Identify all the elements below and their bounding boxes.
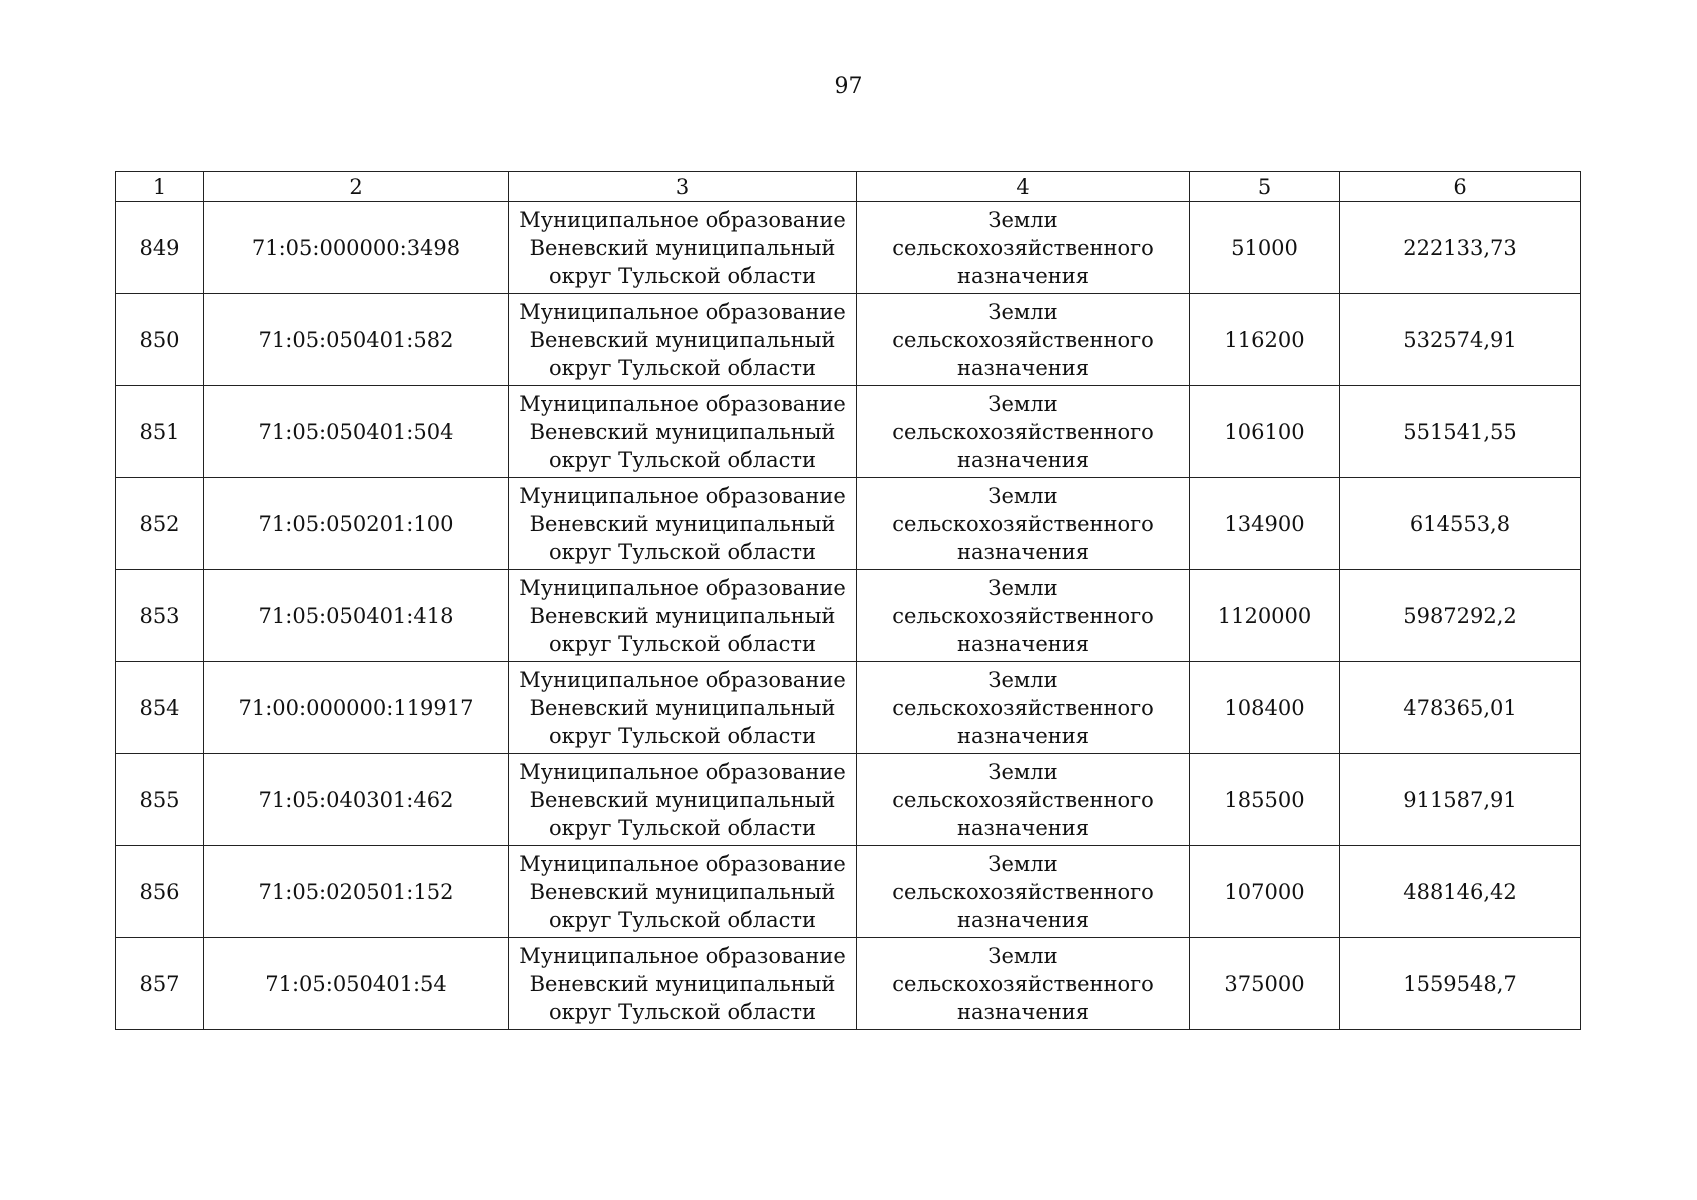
row-number: 853 [139, 603, 180, 628]
cadastral-number: 71:05:050401:418 [258, 603, 454, 628]
land-category-cell [857, 202, 1190, 294]
row-number-cell [116, 938, 204, 1030]
cadastral-number: 71:05:000000:3498 [251, 235, 461, 260]
header-row [116, 172, 1581, 202]
value-cell [1340, 662, 1581, 754]
row-number-cell [116, 754, 204, 846]
cadastral-number-cell [204, 662, 509, 754]
area-cell [1190, 938, 1340, 1030]
row-number-cell [116, 662, 204, 754]
value: 911587,91 [1403, 787, 1517, 812]
table-row [116, 938, 1581, 1030]
cadastral-number: 71:05:050401:54 [265, 971, 447, 996]
land-category-cell [857, 570, 1190, 662]
column-header: 3 [509, 172, 857, 202]
land-category-cell [857, 386, 1190, 478]
land-category: Земли сельскохозяйственного назначения [892, 851, 1154, 932]
land-category: Земли сельскохозяйственного назначения [892, 483, 1154, 564]
table-row [116, 294, 1581, 386]
land-category: Земли сельскохозяйственного назначения [892, 575, 1154, 656]
value: 488146,42 [1403, 879, 1517, 904]
owner-cell [509, 846, 857, 938]
land-category-cell [857, 294, 1190, 386]
column-header: 6 [1340, 172, 1581, 202]
value-cell [1340, 570, 1581, 662]
land-plots-table [115, 171, 1581, 1030]
row-number: 857 [139, 971, 180, 996]
cadastral-number: 71:05:050201:100 [258, 511, 454, 536]
area-cell [1190, 202, 1340, 294]
area-cell [1190, 662, 1340, 754]
value-cell [1340, 386, 1581, 478]
owner-cell [509, 202, 857, 294]
row-number-cell [116, 202, 204, 294]
table-row [116, 478, 1581, 570]
land-category: Земли сельскохозяйственного назначения [892, 943, 1154, 1024]
cadastral-number: 71:05:020501:152 [258, 879, 454, 904]
cadastral-number-cell [204, 294, 509, 386]
value-cell [1340, 294, 1581, 386]
value: 1559548,7 [1403, 971, 1517, 996]
value: 614553,8 [1409, 511, 1511, 536]
owner-cell [509, 570, 857, 662]
column-header: 4 [857, 172, 1190, 202]
cadastral-number-cell [204, 386, 509, 478]
land-category: Земли сельскохозяйственного назначения [892, 759, 1154, 840]
land-category-cell [857, 754, 1190, 846]
table-body [116, 202, 1581, 1030]
cadastral-number-cell [204, 202, 509, 294]
column-header: 1 [116, 172, 204, 202]
value: 532574,91 [1403, 327, 1517, 352]
table-row [116, 662, 1581, 754]
value-cell [1340, 754, 1581, 846]
column-header: 5 [1190, 172, 1340, 202]
owner-cell [509, 938, 857, 1030]
row-number-cell [116, 478, 204, 570]
area-cell [1190, 294, 1340, 386]
owner: Муниципальное образование Веневский муниципальный округ Тульской области [519, 299, 846, 380]
owner: Муниципальное образование Веневский муниципальный округ Тульской области [519, 851, 846, 932]
column-header: 2 [204, 172, 509, 202]
row-number-cell [116, 846, 204, 938]
row-number: 856 [139, 879, 180, 904]
row-number: 852 [139, 511, 180, 536]
value: 222133,73 [1403, 235, 1517, 260]
area-cell [1190, 846, 1340, 938]
table-row [116, 202, 1581, 294]
table-row [116, 570, 1581, 662]
owner: Муниципальное образование Веневский муниципальный округ Тульской области [519, 759, 846, 840]
owner-cell [509, 478, 857, 570]
owner: Муниципальное образование Веневский муниципальный округ Тульской области [519, 391, 846, 472]
area: 1120000 [1217, 603, 1312, 628]
owner: Муниципальное образование Веневский муниципальный округ Тульской области [519, 483, 846, 564]
area: 51000 [1231, 235, 1298, 260]
area: 375000 [1224, 971, 1305, 996]
cadastral-number-cell [204, 938, 509, 1030]
owner: Муниципальное образование Веневский муниципальный округ Тульской области [519, 667, 846, 748]
land-category-cell [857, 938, 1190, 1030]
area-cell [1190, 478, 1340, 570]
cadastral-number: 71:00:000000:119917 [238, 695, 474, 720]
table-row [116, 754, 1581, 846]
land-category-cell [857, 846, 1190, 938]
owner: Муниципальное образование Веневский муниципальный округ Тульской области [519, 207, 846, 288]
cadastral-number-cell [204, 754, 509, 846]
land-category: Земли сельскохозяйственного назначения [892, 391, 1154, 472]
area: 108400 [1224, 695, 1305, 720]
table-row [116, 386, 1581, 478]
cadastral-number: 71:05:050401:504 [258, 419, 454, 444]
value: 478365,01 [1403, 695, 1517, 720]
row-number-cell [116, 570, 204, 662]
value-cell [1340, 846, 1581, 938]
value: 551541,55 [1403, 419, 1517, 444]
cadastral-number: 71:05:040301:462 [258, 787, 454, 812]
value-cell [1340, 478, 1581, 570]
row-number: 851 [139, 419, 180, 444]
owner-cell [509, 294, 857, 386]
area-cell [1190, 570, 1340, 662]
table-row [116, 846, 1581, 938]
cadastral-number-cell [204, 478, 509, 570]
owner: Муниципальное образование Веневский муниципальный округ Тульской области [519, 943, 846, 1024]
row-number-cell [116, 294, 204, 386]
area-cell [1190, 754, 1340, 846]
area: 185500 [1224, 787, 1305, 812]
row-number: 849 [139, 235, 180, 260]
row-number: 854 [139, 695, 180, 720]
area: 107000 [1224, 879, 1305, 904]
land-category: Земли сельскохозяйственного назначения [892, 299, 1154, 380]
value: 5987292,2 [1403, 603, 1517, 628]
land-category-cell [857, 478, 1190, 570]
row-number: 850 [139, 327, 180, 352]
cadastral-number-cell [204, 570, 509, 662]
owner-cell [509, 662, 857, 754]
cadastral-number: 71:05:050401:582 [258, 327, 454, 352]
owner-cell [509, 386, 857, 478]
cadastral-number-cell [204, 846, 509, 938]
row-number-cell [116, 386, 204, 478]
page-number: 97 [834, 74, 863, 99]
owner: Муниципальное образование Веневский муниципальный округ Тульской области [519, 575, 846, 656]
area-cell [1190, 386, 1340, 478]
table-header [116, 172, 1581, 202]
owner-cell [509, 754, 857, 846]
land-category: Земли сельскохозяйственного назначения [892, 667, 1154, 748]
area: 106100 [1224, 419, 1305, 444]
land-category-cell [857, 662, 1190, 754]
value-cell [1340, 938, 1581, 1030]
area: 116200 [1224, 327, 1305, 352]
row-number: 855 [139, 787, 180, 812]
land-category: Земли сельскохозяйственного назначения [892, 207, 1154, 288]
value-cell [1340, 202, 1581, 294]
area: 134900 [1224, 511, 1305, 536]
